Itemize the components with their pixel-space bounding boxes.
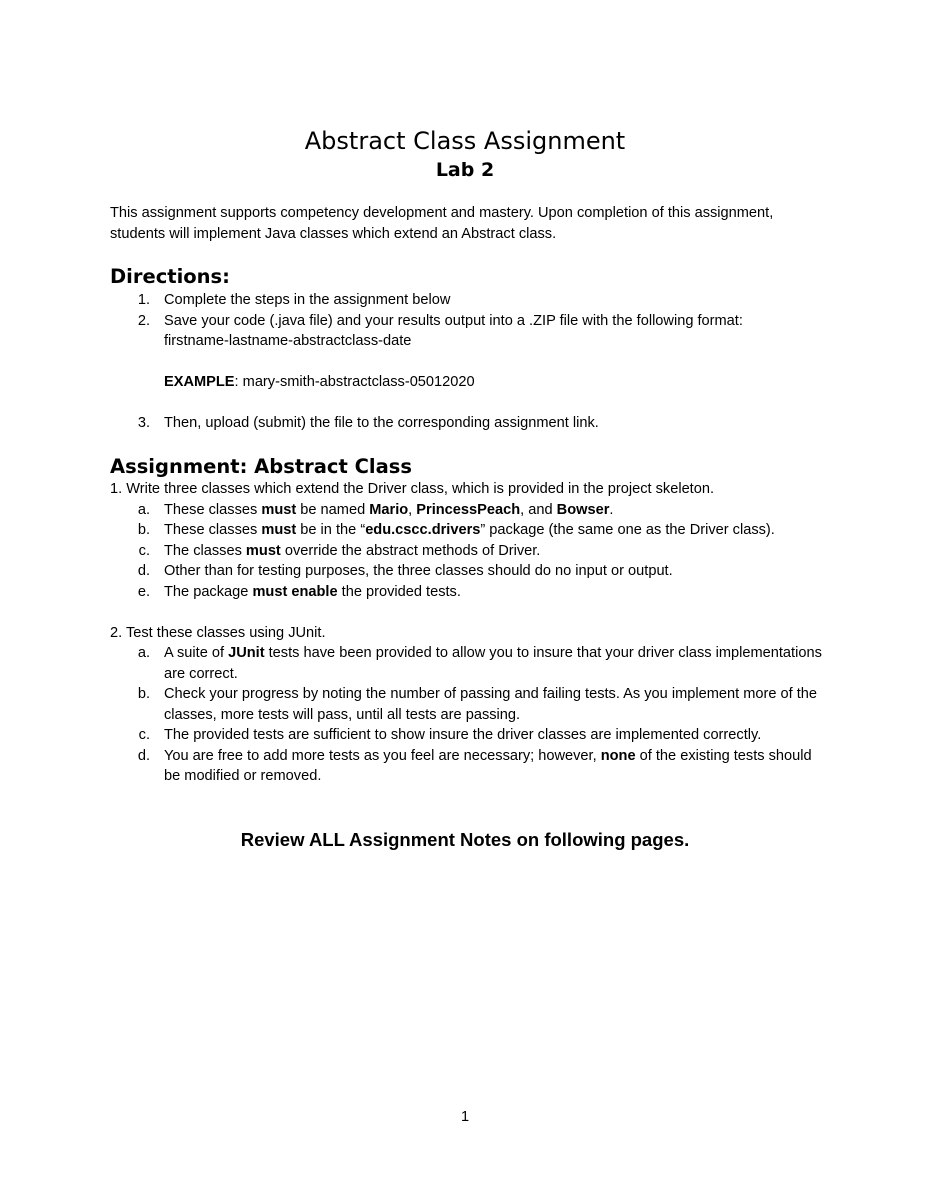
- list-letter: c.: [138, 727, 150, 743]
- list-letter: b.: [137, 522, 150, 538]
- intro-paragraph: This assignment supports competency development and mastery. Upon completion of this assignment, students will implement Java classes which extend an Abstract class.: [110, 205, 774, 242]
- page-number: 1: [460, 1109, 470, 1125]
- list-item: [110, 725, 830, 746]
- list-item: [110, 684, 830, 725]
- example-label: EXAMPLE: [164, 374, 235, 390]
- text-run: ,: [408, 501, 417, 518]
- list-letter: a.: [137, 645, 150, 661]
- bold-run: edu.cscc.drivers: [365, 522, 481, 538]
- text-run: The classes: [164, 542, 246, 559]
- list-letter: e.: [137, 583, 150, 600]
- text-run: of the existing tests should be modified or removed.: [164, 747, 812, 784]
- list-text: Save your code (.java file) and your results output into a .ZIP file with the following format:: [164, 312, 743, 329]
- bold-run: must: [245, 542, 281, 559]
- part1-list: [110, 500, 830, 603]
- bold-run: must: [261, 501, 297, 518]
- text-run: These classes: [164, 501, 262, 518]
- text-run: Check your progress by noting the number of passing and failing tests. As you implement more of the classes, more tests will pass, until all tests are passing.: [164, 686, 818, 723]
- text-run: Other than for testing purposes, the three classes should do no input or output.: [164, 563, 673, 579]
- part2-list: [110, 643, 830, 787]
- list-item: [110, 582, 830, 603]
- list-text: Complete the steps in the assignment below: [164, 292, 451, 308]
- text-run: ” package (the same one as the Driver class).: [480, 522, 775, 538]
- list-item: [110, 500, 830, 521]
- list-letter: d.: [137, 747, 150, 764]
- bold-run: must enable: [252, 583, 338, 600]
- list-text: Then, upload (submit) the file to the corresponding assignment link.: [164, 415, 599, 431]
- list-item: [110, 311, 830, 414]
- text-run: , and: [520, 501, 557, 518]
- part1-lead: 1. Write three classes which extend the Driver class, which is provided in the project skeleton.: [110, 481, 715, 497]
- list-number: 2.: [137, 312, 150, 329]
- list-item: [110, 643, 830, 684]
- list-letter: d.: [137, 563, 150, 579]
- document-title: Abstract Class Assignment: [304, 127, 626, 155]
- list-item: [110, 520, 830, 541]
- example-value: : mary-smith-abstractclass-05012020: [234, 374, 475, 390]
- text-run: be in the “: [296, 522, 366, 538]
- list-item: [110, 541, 830, 562]
- bold-run: PrincessPeach: [416, 501, 521, 518]
- list-item: [110, 561, 830, 582]
- directions-list: [110, 290, 830, 434]
- part2-lead: 2. Test these classes using JUnit.: [110, 624, 326, 641]
- list-item: [110, 746, 830, 787]
- text-run: The package: [164, 583, 253, 600]
- list-item: [110, 290, 830, 311]
- text-run: The provided tests are sufficient to show insure the driver classes are implemented correctly.: [164, 727, 762, 743]
- review-note: Review ALL Assignment Notes on following pages.: [240, 829, 690, 850]
- text-run: These classes: [164, 522, 262, 538]
- text-run: override the abstract methods of Driver.: [280, 542, 541, 559]
- text-run: .: [609, 501, 614, 518]
- directions-heading: Directions:: [110, 265, 230, 288]
- text-run: A suite of: [164, 645, 229, 661]
- bold-run: must: [261, 522, 297, 538]
- list-item: [110, 413, 830, 434]
- text-run: the provided tests.: [337, 583, 461, 600]
- text-run: be named: [296, 501, 370, 518]
- list-number: 3.: [137, 415, 150, 431]
- list-letter: a.: [137, 501, 150, 518]
- bold-run: none: [600, 747, 636, 764]
- list-number: 1.: [137, 292, 150, 308]
- bold-run: Bowser: [556, 501, 610, 518]
- list-letter: b.: [137, 686, 150, 702]
- list-letter: c.: [138, 542, 150, 559]
- bold-run: Mario: [369, 501, 409, 518]
- example-line: [164, 372, 830, 393]
- text-run: tests have been provided to allow you to insure that your driver class implementations are correct.: [164, 645, 822, 682]
- bold-run: JUnit: [228, 645, 265, 661]
- assignment-heading: Assignment: Abstract Class: [110, 455, 412, 478]
- text-run: You are free to add more tests as you feel are necessary; however,: [164, 747, 601, 764]
- filename-format: firstname-lastname-abstractclass-date: [164, 333, 412, 349]
- document-subtitle: Lab 2: [435, 159, 495, 181]
